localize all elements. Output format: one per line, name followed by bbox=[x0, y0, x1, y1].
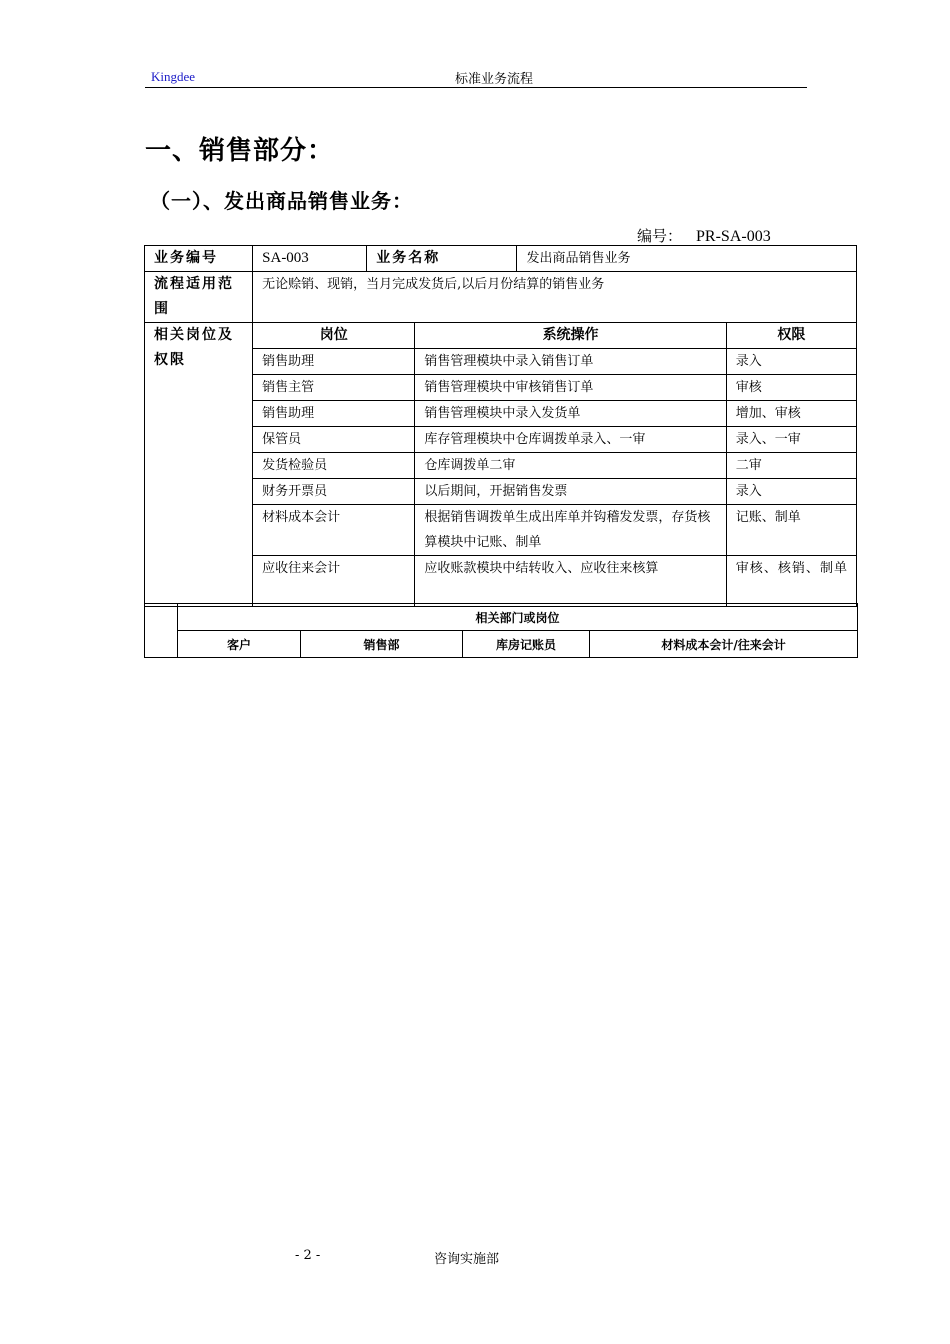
post-cell: 财务开票员 bbox=[253, 479, 415, 505]
department-table-title: 相关部门或岗位 bbox=[178, 604, 858, 631]
operation-cell: 库存管理模块中仓库调拨单录入、一审 bbox=[415, 427, 726, 453]
operation-cell: 应收账款模块中结转收入、应收往来核算 bbox=[415, 556, 726, 607]
header-title: 标准业务流程 bbox=[455, 72, 534, 87]
page-header bbox=[145, 66, 807, 88]
subsection-heading: （一）、发出商品销售业务： bbox=[150, 189, 413, 213]
post-cell: 材料成本会计 bbox=[253, 505, 415, 556]
department-column-accounting: 材料成本会计/往来会计 bbox=[590, 631, 858, 658]
footer-department: 咨询实施部 bbox=[434, 1252, 500, 1267]
biz-name-value: 发出商品销售业务 bbox=[517, 246, 857, 272]
brand-name: Kingdee bbox=[151, 69, 196, 84]
permission-cell: 二审 bbox=[726, 453, 856, 479]
section-heading: 一、销售部分： bbox=[145, 136, 335, 166]
process-table bbox=[144, 245, 857, 607]
department-column-sales: 销售部 bbox=[301, 631, 463, 658]
post-cell: 保管员 bbox=[253, 427, 415, 453]
biz-code-label: 业务编号 bbox=[145, 246, 253, 272]
document-number-value: PR-SA-003 bbox=[696, 228, 771, 245]
post-cell: 销售主管 bbox=[253, 375, 415, 401]
page-number: - 2 - bbox=[295, 1248, 321, 1263]
permission-cell: 审核 bbox=[726, 375, 856, 401]
scope-label: 流程适用范围 bbox=[145, 272, 253, 323]
operation-cell: 仓库调拨单二审 bbox=[415, 453, 726, 479]
permission-cell: 审核、核销、制单 bbox=[726, 556, 856, 607]
operation-cell: 根据销售调拨单生成出库单并钩稽发发票，存货核算模块中记账、制单 bbox=[415, 505, 726, 556]
post-cell: 销售助理 bbox=[253, 401, 415, 427]
permission-cell: 录入 bbox=[726, 349, 856, 375]
permission-cell: 增加、审核 bbox=[726, 401, 856, 427]
post-cell: 应收往来会计 bbox=[253, 556, 415, 607]
biz-name-label: 业务名称 bbox=[367, 246, 517, 272]
operation-cell: 销售管理模块中审核销售订单 bbox=[415, 375, 726, 401]
col-header-permission: 权限 bbox=[726, 323, 856, 349]
document-number-label: 编号： bbox=[637, 227, 683, 245]
department-column-warehouse: 库房记账员 bbox=[463, 631, 590, 658]
roles-label: 相关岗位及权限 bbox=[145, 323, 253, 607]
operation-cell: 销售管理模块中录入发货单 bbox=[415, 401, 726, 427]
department-table bbox=[144, 603, 858, 658]
col-header-post: 岗位 bbox=[253, 323, 415, 349]
department-column-customer: 客户 bbox=[178, 631, 301, 658]
col-header-operation: 系统操作 bbox=[415, 323, 726, 349]
permission-cell: 录入 bbox=[726, 479, 856, 505]
permission-cell: 记账、制单 bbox=[726, 505, 856, 556]
post-cell: 发货检验员 bbox=[253, 453, 415, 479]
biz-code-value: SA-003 bbox=[253, 246, 367, 272]
operation-cell: 销售管理模块中录入销售订单 bbox=[415, 349, 726, 375]
scope-value: 无论赊销、现销，当月完成发货后,以后月份结算的销售业务 bbox=[253, 272, 857, 323]
department-side-cell bbox=[145, 604, 178, 658]
document-number bbox=[637, 225, 771, 246]
operation-cell: 以后期间，开据销售发票 bbox=[415, 479, 726, 505]
permission-cell: 录入、一审 bbox=[726, 427, 856, 453]
post-cell: 销售助理 bbox=[253, 349, 415, 375]
